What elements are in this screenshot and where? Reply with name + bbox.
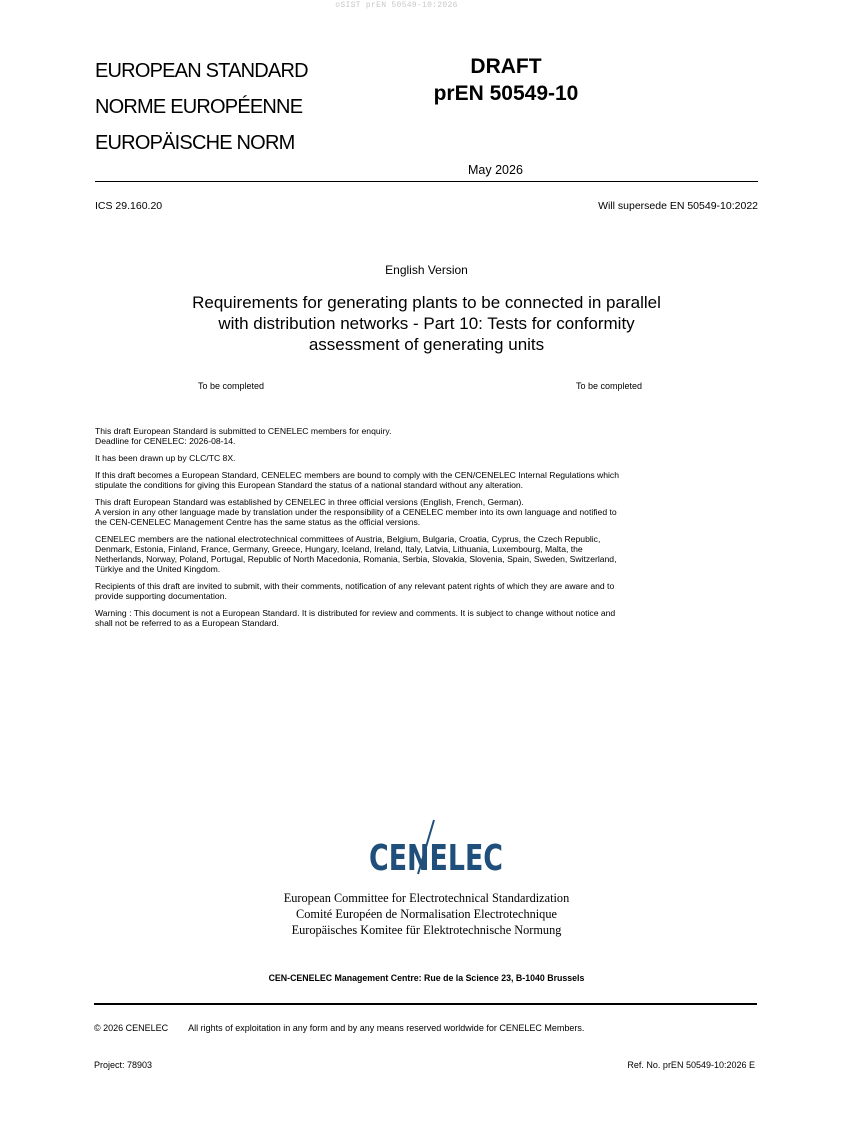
language-version: English Version: [385, 263, 468, 277]
title-line: assessment of generating units: [308, 335, 545, 354]
committee-name-en: European Committee for Electrotechnical Standardization: [283, 891, 570, 905]
versions-note: [95, 497, 760, 527]
placeholder-right: To be completed: [576, 381, 643, 391]
note-line: Warning : This document is not a European Standard. It is distributed for review and comments. It is subject to change without notice and: [95, 608, 616, 618]
committee-note: [95, 453, 760, 463]
note-line: shall not be referred to as a European Standard.: [95, 618, 279, 628]
project-number: Project: 78903: [94, 1060, 153, 1070]
note-line: Türkiye and the United Kingdom.: [95, 564, 221, 574]
patent-note: [95, 581, 760, 601]
note-line: CENELEC members are the national electrotechnical committees of Austria, Belgium, Bulgaria, Croatia, Cyprus, the Czech Republic,: [95, 534, 601, 544]
enquiry-note: [95, 426, 760, 446]
document-title: [140, 292, 713, 355]
rights-text: All rights of exploitation in any form and by any means reserved worldwide for CENELEC Members.: [188, 1023, 585, 1033]
standard-name-en: EUROPEAN STANDARD: [95, 60, 308, 82]
management-centre-address: CEN-CENELEC Management Centre: Rue de la Science 23, B-1040 Brussels: [268, 973, 585, 983]
note-line: Deadline for CENELEC: 2026-08-14.: [95, 436, 236, 446]
ics-code: ICS 29.160.20: [95, 200, 163, 212]
note-line: Netherlands, Norway, Poland, Portugal, Republic of North Macedonia, Romania, Serbia, Slovakia, Slovenia, Spain, Sweden, Switzerland,: [95, 554, 617, 564]
placeholder-left: To be completed: [198, 381, 265, 391]
note-line: It has been drawn up by CLC/TC 8X.: [95, 453, 236, 463]
header-divider: [95, 181, 758, 182]
standard-name-fr: NORME EUROPÉENNE: [95, 96, 303, 118]
note-line: A version in any other language made by translation under the responsibility of a CENELEC member into its own language and notified to: [95, 507, 617, 517]
members-note: [95, 534, 760, 574]
publication-date: May 2026: [468, 163, 523, 177]
copyright-line: [94, 1023, 584, 1033]
draft-label: DRAFT: [470, 55, 542, 78]
warning-note: [95, 608, 760, 628]
copyright-text: © 2026 CENELEC: [94, 1023, 169, 1033]
note-line: stipulate the conditions for giving this European Standard the status of a national standard without any alteration.: [95, 480, 524, 490]
note-line: This draft European Standard was established by CENELEC in three official versions (English, French, German).: [95, 497, 524, 507]
footer-divider: [94, 1003, 757, 1005]
note-line: Recipients of this draft are invited to submit, with their comments, notification of any relevant patent rights of which they are aware and to: [95, 581, 615, 591]
standard-names: [95, 53, 308, 161]
notes-section: [95, 426, 760, 635]
note-line: provide supporting documentation.: [95, 591, 227, 601]
logo-text: CENELEC: [369, 838, 503, 879]
supersede-note: Will supersede EN 50549-10:2022: [598, 200, 758, 212]
committee-name-fr: Comité Européen de Normalisation Electrotechnique: [296, 907, 557, 921]
title-line: Requirements for generating plants to be connected in parallel: [192, 293, 661, 312]
reference-number: Ref. No. prEN 50549-10:2026 E: [627, 1060, 755, 1070]
note-line: the CEN-CENELEC Management Centre has the same status as the official versions.: [95, 517, 421, 527]
doc-number: prEN 50549-10: [433, 82, 579, 105]
title-line: with distribution networks - Part 10: Tests for conformity: [218, 314, 635, 333]
regulations-note: [95, 470, 760, 490]
note-line: If this draft becomes a European Standard, CENELEC members are bound to comply with the CEN/CENELEC Internal Regulations which: [95, 470, 619, 480]
draft-block: [420, 53, 592, 107]
standard-name-de: EUROPÄISCHE NORM: [95, 132, 295, 154]
cenelec-logo: [366, 818, 506, 878]
committee-name-de: Europäisches Komitee für Elektrotechnische Normung: [291, 923, 562, 937]
watermark: oSIST prEN 50549-10:2026: [335, 1, 458, 10]
committee-names: [0, 890, 853, 938]
note-line: Denmark, Estonia, Finland, France, Germany, Greece, Hungary, Iceland, Ireland, Italy, Latvia, Lithuania, Luxembourg, Malta, the: [95, 544, 583, 554]
note-line: This draft European Standard is submitted to CENELEC members for enquiry.: [95, 426, 392, 436]
